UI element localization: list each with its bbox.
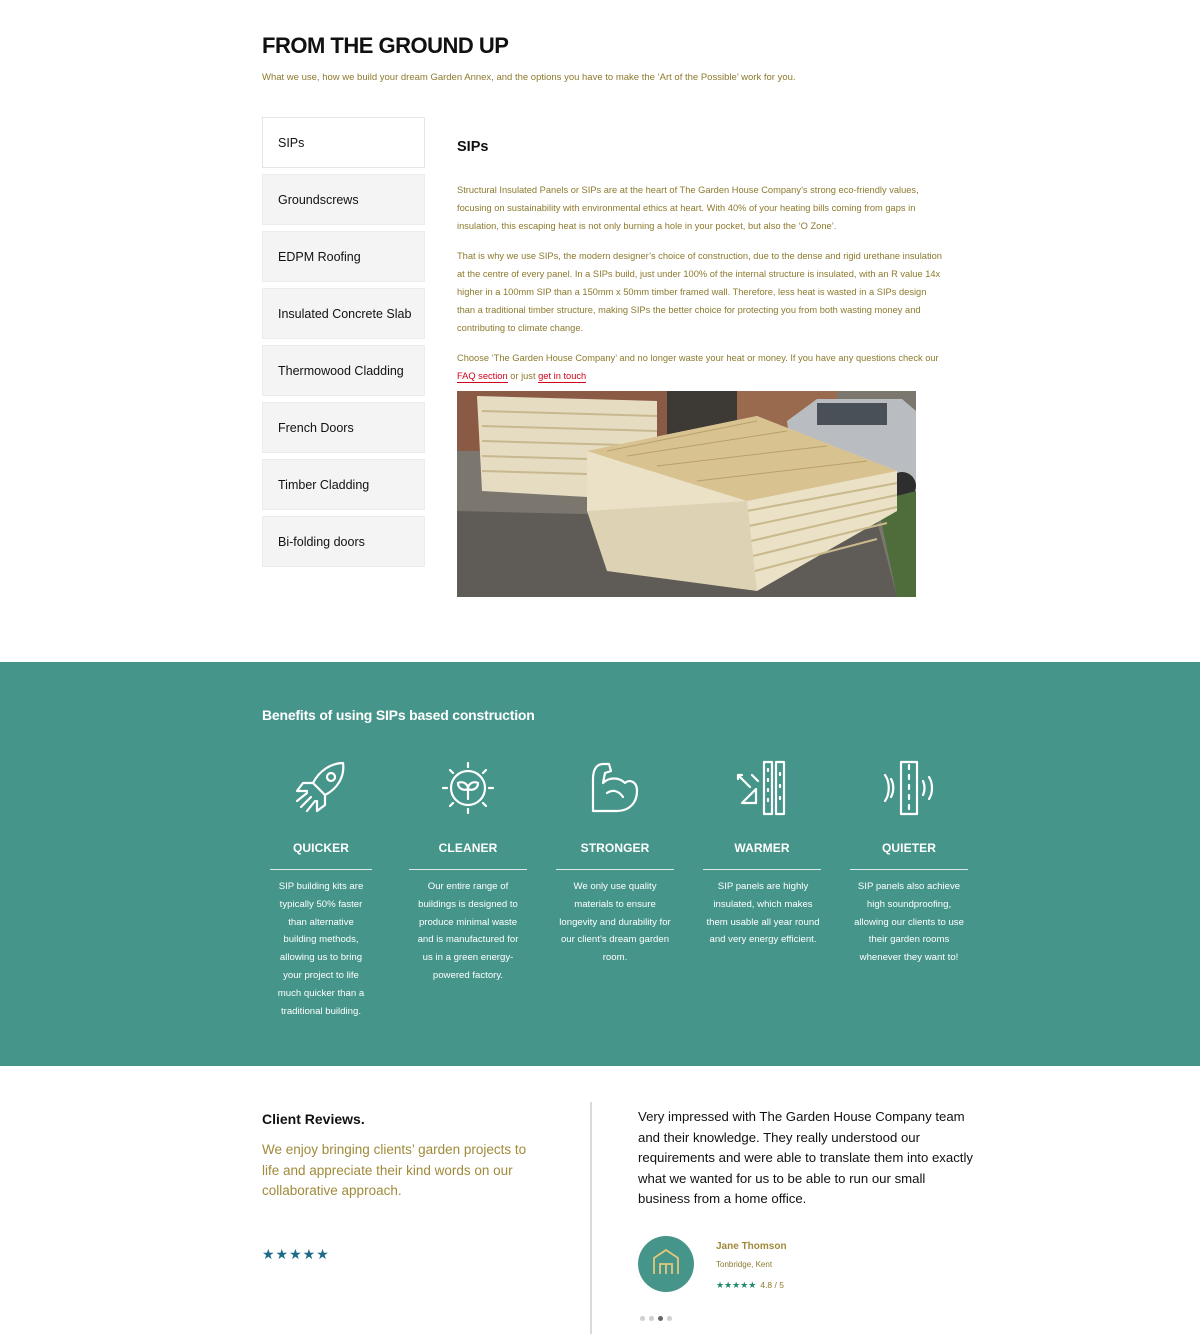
sip-panels-photo: [457, 391, 916, 597]
carousel-dot[interactable]: [667, 1316, 672, 1321]
house-logo-icon: [638, 1236, 694, 1292]
reviewer-rating: [716, 1280, 784, 1291]
eco-sun-leaf-icon: [438, 759, 498, 817]
benefit-text: We only use quality materials to ensure longevity and durability for our client’s dream garden room.: [559, 881, 671, 964]
tab-label: Bi-folding doors: [278, 534, 365, 549]
tab-label: Groundscrews: [278, 192, 359, 207]
benefit-warmer: [702, 759, 822, 949]
tab-bi-folding-doors[interactable]: [262, 516, 425, 567]
panel-title: SIPs: [457, 139, 489, 155]
benefits-title: Benefits of using SIPs based construction: [262, 707, 535, 723]
rating-score: 4.8 / 5: [760, 1280, 784, 1290]
tab-timber-cladding[interactable]: [262, 459, 425, 510]
tab-label: SIPs: [278, 135, 305, 150]
materials-tab-list: [262, 117, 425, 573]
page-subtitle: What we use, how we build your dream Garden Annex, and the options you have to make the ‘Art of the Possible’ work for you.: [262, 72, 796, 83]
tab-label: Timber Cladding: [278, 477, 370, 492]
tab-panel-sips: [457, 130, 947, 385]
heat-wall-icon: [732, 759, 792, 817]
get-in-touch-link[interactable]: get in touch: [538, 371, 587, 381]
reviews-subtitle: We enjoy bringing clients’ garden projects to life and appreciate their kind words on our collaborative approach.: [262, 1142, 527, 1198]
tab-insulated-concrete-slab[interactable]: [262, 288, 425, 339]
benefit-text: SIP panels are highly insulated, which makes them usable all year round and very energy efficient.: [706, 881, 820, 946]
tab-label: Thermowood Cladding: [278, 363, 404, 378]
faq-link[interactable]: FAQ section: [457, 371, 508, 381]
benefit-title: STRONGER: [580, 841, 650, 855]
tab-label: French Doors: [278, 420, 354, 435]
benefit-divider: [703, 869, 821, 870]
carousel-dot[interactable]: [640, 1316, 645, 1321]
rating-stars: ★★★★★: [716, 1280, 757, 1290]
panel-paragraph: That is why we use SIPs, the modern designer’s choice of construction, due to the dense and rigid urethane insulation at the centre of every panel. In a SIPs build, just under 100% of the internal structure is insulated, with an R value 14x higher in a 100mm SIP than a 150mm x 50mm timber framed wall. Therefore, less heat is wasted in a SIPs design than a traditional timber structure, making SIPs the better choice for protecting you from both wasting money and contributing to climate change.: [457, 251, 942, 333]
benefit-divider: [270, 869, 372, 870]
soundproof-wall-icon: [879, 759, 939, 817]
tab-thermowood-cladding[interactable]: [262, 345, 425, 396]
benefit-divider: [409, 869, 527, 870]
benefit-divider: [556, 869, 674, 870]
benefit-title: QUIETER: [881, 841, 937, 855]
benefit-title: WARMER: [734, 841, 790, 855]
flexed-arm-icon: [585, 759, 645, 817]
sip-panels-illustration: [457, 391, 916, 597]
page-title: FROM THE GROUND UP: [262, 33, 509, 58]
reviews-intro: [262, 1111, 532, 1202]
reviews-divider: [590, 1102, 592, 1334]
benefit-stronger: [555, 759, 675, 967]
tab-edpm-roofing[interactable]: [262, 231, 425, 282]
panel-paragraph: Choose ‘The Garden House Company’ and no longer waste your heat or money. If you have any questions check our FAQ section or just get in touch: [457, 353, 939, 381]
reviews-title: Client Reviews.: [262, 1111, 365, 1127]
review-carousel-dots: [640, 1316, 672, 1321]
benefit-title: QUICKER: [292, 841, 350, 855]
tab-groundscrews[interactable]: [262, 174, 425, 225]
benefit-title: CLEANER: [438, 841, 498, 855]
tab-sips[interactable]: [262, 117, 425, 168]
tab-label: Insulated Concrete Slab: [278, 306, 412, 321]
avatar: [638, 1236, 694, 1292]
benefit-text: Our entire range of buildings is designed to produce minimal waste and is manufactured for us in a green energy-powered factory.: [417, 881, 519, 981]
carousel-dot[interactable]: [658, 1316, 663, 1321]
reviewer-location: Tonbridge, Kent: [716, 1260, 773, 1269]
review-quote: Very impressed with The Garden House Company team and their knowledge. They really understood our requirements and were able to translate them into exactly what we wanted for us to be able to run our small business from a home office.: [638, 1109, 973, 1207]
benefit-text: SIP building kits are typically 50% faster than alternative building methods, allowing us to bring your project to life much quicker than a traditional building.: [277, 881, 365, 1017]
benefit-divider: [850, 869, 968, 870]
benefit-text: SIP panels also achieve high soundproofing, allowing our clients to use their garden rooms whenever they want to!: [854, 881, 964, 964]
benefits-section: [0, 662, 1200, 1066]
rocket-icon: [291, 759, 351, 817]
carousel-dot[interactable]: [649, 1316, 654, 1321]
reviewer-name: Jane Thomson: [716, 1241, 787, 1252]
tab-french-doors[interactable]: [262, 402, 425, 453]
benefit-quieter: [849, 759, 969, 967]
benefit-cleaner: [408, 759, 528, 985]
reviews-star-rating: ★★★★★: [262, 1246, 330, 1262]
benefit-quicker: [261, 759, 381, 1020]
tab-label: EDPM Roofing: [278, 249, 361, 264]
panel-paragraph: Structural Insulated Panels or SIPs are at the heart of The Garden House Company’s strong eco-friendly values, focusing on sustainability with environmental ethics at heart. With 40% of your heating bills coming from gaps in insulation, this escaping heat is not only burning a hole in your pocket, but also the ‘O Zone’.: [457, 185, 919, 231]
